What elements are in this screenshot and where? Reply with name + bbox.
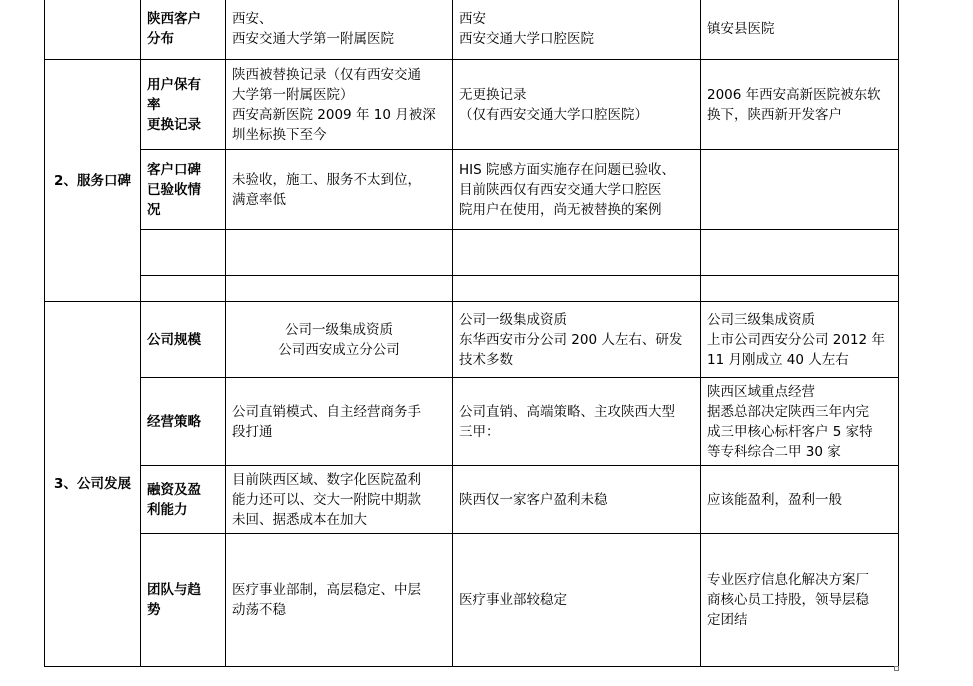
comparison-table bbox=[44, 0, 899, 667]
cell-text-line: 经营策略 bbox=[147, 413, 201, 430]
cell-text-line: 西安交通大学第一附属医院 bbox=[232, 31, 394, 47]
row-scale bbox=[45, 302, 899, 378]
cell-text-line: 应该能盈利，盈利一般 bbox=[707, 491, 842, 508]
cell-text-line: 成三甲核心标杆客户 5 家特 bbox=[707, 423, 873, 440]
cell-text-line: 分布 bbox=[147, 31, 174, 47]
row-label-reputation bbox=[141, 150, 226, 230]
cell-text-line: 大学第一附属医院） bbox=[232, 86, 354, 103]
cell-text-line: 公司一级集成资质 bbox=[459, 311, 567, 328]
cell-scale-c3 bbox=[701, 302, 899, 378]
section-label-development: 3、公司发展 bbox=[45, 302, 141, 667]
cell-text-line: 能力还可以、交大一附院中期款 bbox=[232, 491, 421, 508]
empty-cell bbox=[226, 276, 453, 302]
cell-text-line: 公司直销、高端策略、主攻陕西大型 bbox=[459, 403, 675, 420]
empty-cell bbox=[141, 230, 226, 276]
empty-cell bbox=[453, 230, 701, 276]
cell-profit-c1 bbox=[226, 466, 453, 534]
cell-team-c1 bbox=[226, 534, 453, 667]
cell-text-line: 上市公司西安分公司 2012 年 bbox=[707, 331, 885, 348]
cell-text-line: 率 bbox=[147, 96, 161, 113]
cell-text-line: 西安 bbox=[459, 11, 486, 27]
cell-text-line: 圳坐标换下至今 bbox=[232, 126, 327, 143]
cell-text-line: 医疗事业部较稳定 bbox=[459, 592, 567, 608]
row-profit bbox=[45, 466, 899, 534]
cell-text-line: 融资及盈 bbox=[147, 481, 201, 498]
section-cell-blank bbox=[45, 0, 141, 60]
cell-retention-c2 bbox=[453, 60, 701, 150]
cell-reputation-c2 bbox=[453, 150, 701, 230]
row-retention bbox=[45, 60, 899, 150]
cell-text-line: 西安、 bbox=[232, 11, 273, 27]
cell-text-line: 技术多数 bbox=[459, 351, 513, 368]
cell-text-line: 陕西仅一家客户盈利未稳 bbox=[459, 491, 608, 508]
row-reputation bbox=[45, 150, 899, 230]
row-label-retention bbox=[141, 60, 226, 150]
cell-text-line: 公司直销模式、自主经营商务手 bbox=[232, 403, 421, 420]
empty-cell bbox=[701, 276, 899, 302]
cell-text-line: 用户保有 bbox=[147, 76, 201, 93]
cell-scale-c1 bbox=[226, 302, 453, 378]
cell-text-line: 专业医疗信息化解决方案厂 bbox=[707, 572, 869, 588]
cell-text-line: 商核心员工持股，领导层稳 bbox=[707, 592, 869, 608]
empty-cell bbox=[141, 276, 226, 302]
row-label-team bbox=[141, 534, 226, 667]
cell-text-line: 三甲： bbox=[459, 423, 500, 440]
empty-cell bbox=[453, 276, 701, 302]
cell-text-line: 换下，陕西新开发客户 bbox=[707, 106, 842, 123]
table-resize-handle[interactable] bbox=[894, 666, 899, 671]
cell-text-line: 镇安县医院 bbox=[707, 21, 775, 37]
cell-text-line: 段打通 bbox=[232, 423, 273, 440]
row-label-scale bbox=[141, 302, 226, 378]
cell-profit-c3 bbox=[701, 466, 899, 534]
cell-text-line: 团队与趋 bbox=[147, 582, 201, 598]
section-label-service: 2、服务口碑 bbox=[45, 60, 141, 302]
row-customer-distribution bbox=[45, 0, 899, 60]
cell-text-line: 无更换记录 bbox=[459, 86, 527, 103]
cell-text-line: 客户口碑 bbox=[147, 161, 201, 178]
cell-text-line: 更换记录 bbox=[147, 116, 201, 133]
cell-text-line: 动荡不稳 bbox=[232, 602, 286, 618]
cell-reputation-c1 bbox=[226, 150, 453, 230]
cell-text-line: 据悉总部决定陕西三年内完 bbox=[707, 403, 869, 420]
row-strategy bbox=[45, 378, 899, 466]
row-label-customers bbox=[141, 0, 226, 60]
cell-text-line: 等专科综合二甲 30 家 bbox=[707, 443, 841, 460]
cell-text-line: 陕西被替换记录（仅有西安交通 bbox=[232, 66, 421, 83]
cell-team-c3 bbox=[701, 534, 899, 667]
cell-retention-c1 bbox=[226, 60, 453, 150]
cell-text-line: 未回、据悉成本在加大 bbox=[232, 511, 367, 528]
cell-text-line: 公司规模 bbox=[147, 331, 201, 348]
row-label-profit bbox=[141, 466, 226, 534]
cell-text-line: 公司一级集成资质 bbox=[285, 321, 393, 338]
cell-text-line: 11 月刚成立 40 人左右 bbox=[707, 351, 849, 368]
empty-cell bbox=[226, 230, 453, 276]
cell-text-line: 西安高新医院 2009 年 10 月被深 bbox=[232, 106, 436, 123]
cell-reputation-c3 bbox=[701, 150, 899, 230]
cell-text-line: HIS 院感方面实施存在问题已验收、 bbox=[459, 161, 675, 178]
cell-profit-c2 bbox=[453, 466, 701, 534]
cell-customers-c1 bbox=[226, 0, 453, 60]
cell-text-line: 陕西区域重点经营 bbox=[707, 383, 815, 400]
cell-text-line: 况 bbox=[147, 201, 161, 218]
cell-customers-c3 bbox=[701, 0, 899, 60]
cell-strategy-c2 bbox=[453, 378, 701, 466]
cell-text-line: 定团结 bbox=[707, 612, 748, 628]
cell-text-line: 未验收，施工、服务不太到位， bbox=[232, 171, 421, 188]
cell-text-line: （仅有西安交通大学口腔医院） bbox=[459, 106, 648, 123]
cell-text-line: 西安交通大学口腔医院 bbox=[459, 31, 594, 47]
row-team bbox=[45, 534, 899, 667]
cell-text-line: 目前陕西区域、数字化医院盈利 bbox=[232, 471, 421, 488]
cell-text-line: 院用户在使用，尚无被替换的案例 bbox=[459, 201, 662, 218]
cell-text-line: 势 bbox=[147, 602, 161, 618]
cell-retention-c3 bbox=[701, 60, 899, 150]
cell-strategy-c3 bbox=[701, 378, 899, 466]
row-empty-1 bbox=[45, 230, 899, 276]
cell-text-line: 目前陕西仅有西安交通大学口腔医 bbox=[459, 181, 662, 198]
cell-team-c2 bbox=[453, 534, 701, 667]
cell-text-line: 医疗事业部制，高层稳定、中层 bbox=[232, 582, 421, 598]
cell-text-line: 陕西客户 bbox=[147, 11, 201, 27]
row-label-strategy bbox=[141, 378, 226, 466]
cell-text-line: 已验收情 bbox=[147, 181, 201, 198]
cell-customers-c2 bbox=[453, 0, 701, 60]
cell-text-line: 公司西安成立分公司 bbox=[278, 341, 400, 358]
cell-text-line: 利能力 bbox=[147, 501, 188, 518]
row-empty-2 bbox=[45, 276, 899, 302]
cell-strategy-c1 bbox=[226, 378, 453, 466]
cell-text-line: 东华西安市分公司 200 人左右、研发 bbox=[459, 331, 683, 348]
cell-scale-c2 bbox=[453, 302, 701, 378]
cell-text-line: 公司三级集成资质 bbox=[707, 311, 815, 328]
cell-text-line: 2006 年西安高新医院被东软 bbox=[707, 86, 881, 103]
empty-cell bbox=[701, 230, 899, 276]
cell-text-line: 满意率低 bbox=[232, 191, 286, 208]
